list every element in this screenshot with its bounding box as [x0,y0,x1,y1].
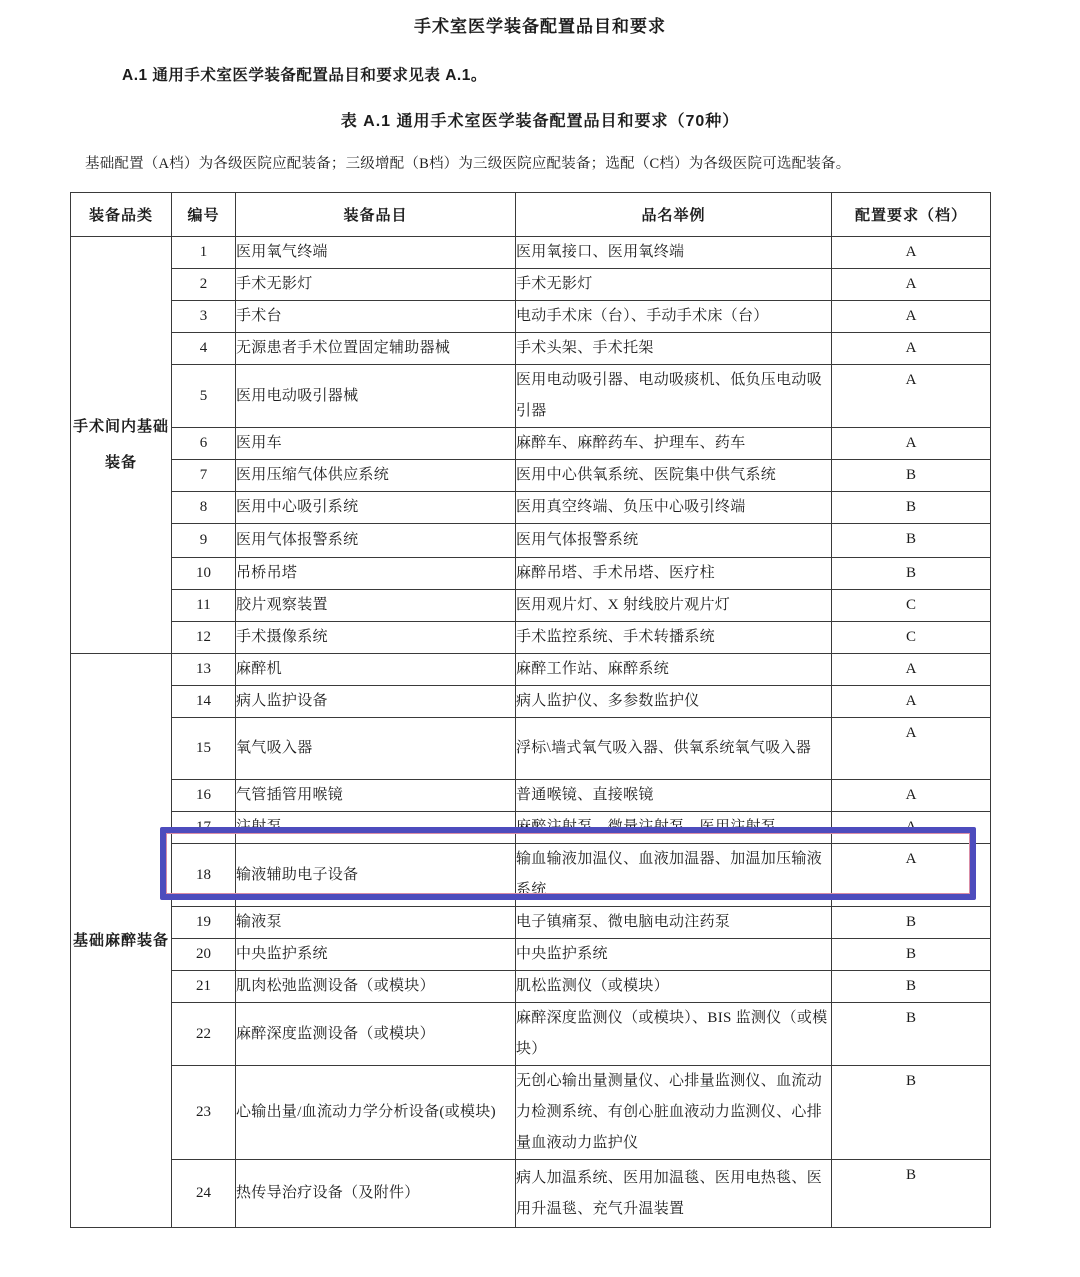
item-cell: 医用气体报警系统 [236,524,516,558]
table-row [71,654,991,686]
row-number-cell: 9 [172,524,236,558]
item-cell: 医用车 [236,428,516,460]
col-header-examples: 品名举例 [516,193,832,237]
examples-cell: 医用氧接口、医用氧终端 [516,237,832,269]
grade-cell: A [832,812,991,844]
examples-cell: 麻醉吊塔、手术吊塔、医疗柱 [516,558,832,590]
examples-cell: 手术监控系统、手术转播系统 [516,622,832,654]
table-row [71,812,991,844]
examples-cell: 手术头架、手术托架 [516,333,832,365]
table-row [71,686,991,718]
grade-cell: A [832,365,991,428]
grade-cell: A [832,269,991,301]
examples-cell: 手术无影灯 [516,269,832,301]
table-row [71,907,991,939]
table-row [71,844,991,907]
item-cell: 胶片观察装置 [236,590,516,622]
item-cell: 吊桥吊塔 [236,558,516,590]
table-row [71,780,991,812]
grade-cell: A [832,237,991,269]
grade-cell: A [832,333,991,365]
row-number-cell: 1 [172,237,236,269]
table-row [71,492,991,524]
examples-cell: 病人监护仪、多参数监护仪 [516,686,832,718]
doc-title: 手术室医学装备配置品目和要求 [414,17,666,36]
row-number-cell: 11 [172,590,236,622]
item-cell: 医用压缩气体供应系统 [236,460,516,492]
examples-cell: 肌松监测仪（或模块） [516,971,832,1003]
grade-cell: C [832,622,991,654]
item-cell: 无源患者手术位置固定辅助器械 [236,333,516,365]
grade-cell: A [832,780,991,812]
examples-cell: 医用中心供氧系统、医院集中供气系统 [516,460,832,492]
grade-cell: B [832,907,991,939]
examples-cell: 医用观片灯、X 射线胶片观片灯 [516,590,832,622]
row-number-cell: 22 [172,1003,236,1066]
row-number-cell: 15 [172,718,236,780]
examples-cell: 医用真空终端、负压中心吸引终端 [516,492,832,524]
grade-cell: C [832,590,991,622]
table-row [71,558,991,590]
examples-cell: 病人加温系统、医用加温毯、医用电热毯、医用升温毯、充气升温装置 [516,1160,832,1228]
grade-cell: A [832,686,991,718]
table-row [71,590,991,622]
examples-cell: 无创心输出量测量仪、心排量监测仪、血流动力检测系统、有创心脏血液动力监测仪、心排量血液动力监护仪 [516,1066,832,1160]
item-cell: 中央监护系统 [236,939,516,971]
item-cell: 手术无影灯 [236,269,516,301]
row-number-cell: 4 [172,333,236,365]
equipment-table-head [71,193,991,237]
grade-cell: A [832,654,991,686]
grade-cell: B [832,524,991,558]
equipment-table-body [71,237,991,1228]
item-cell: 医用电动吸引器械 [236,365,516,428]
grade-cell: B [832,1003,991,1066]
grade-cell: A [832,301,991,333]
table-row [71,939,991,971]
table-row [71,524,991,558]
row-number-cell: 12 [172,622,236,654]
table-row [71,1003,991,1066]
item-cell: 热传导治疗设备（及附件） [236,1160,516,1228]
grade-cell: A [832,844,991,907]
item-cell: 氧气吸入器 [236,718,516,780]
examples-cell: 电子镇痛泵、微电脑电动注药泵 [516,907,832,939]
grade-cell: B [832,492,991,524]
table-row [71,301,991,333]
table-row [71,1066,991,1160]
equipment-table-wrap [70,192,985,1228]
item-cell: 医用中心吸引系统 [236,492,516,524]
row-number-cell: 13 [172,654,236,686]
table-row [71,718,991,780]
table-row [71,333,991,365]
item-cell: 气管插管用喉镜 [236,780,516,812]
row-number-cell: 18 [172,844,236,907]
table-row [71,971,991,1003]
row-number-cell: 6 [172,428,236,460]
examples-cell: 医用气体报警系统 [516,524,832,558]
intro-line: A.1 通用手术室医学装备配置品目和要求见表 A.1。 [122,67,487,84]
grade-cell: A [832,428,991,460]
examples-cell: 中央监护系统 [516,939,832,971]
row-number-cell: 24 [172,1160,236,1228]
table-row [71,622,991,654]
row-number-cell: 20 [172,939,236,971]
examples-cell: 普通喉镜、直接喉镜 [516,780,832,812]
examples-cell: 麻醉注射泵、微量注射泵、医用注射泵 [516,812,832,844]
row-number-cell: 16 [172,780,236,812]
grade-cell: B [832,558,991,590]
table-row [71,269,991,301]
grade-cell: B [832,971,991,1003]
row-number-cell: 14 [172,686,236,718]
row-number-cell: 5 [172,365,236,428]
row-number-cell: 7 [172,460,236,492]
equipment-table [70,192,991,1228]
grade-cell: B [832,939,991,971]
item-cell: 医用氧气终端 [236,237,516,269]
category-cell: 基础麻醉装备 [71,654,172,1228]
grade-cell: A [832,718,991,780]
row-number-cell: 2 [172,269,236,301]
examples-cell: 麻醉工作站、麻醉系统 [516,654,832,686]
examples-cell: 医用电动吸引器、电动吸痰机、低负压电动吸引器 [516,365,832,428]
row-number-cell: 21 [172,971,236,1003]
item-cell: 输液泵 [236,907,516,939]
table-row [71,428,991,460]
col-header-number: 编号 [172,193,236,237]
item-cell: 手术台 [236,301,516,333]
row-number-cell: 23 [172,1066,236,1160]
item-cell: 麻醉机 [236,654,516,686]
item-cell: 注射泵 [236,812,516,844]
table-row [71,1160,991,1228]
item-cell: 输液辅助电子设备 [236,844,516,907]
item-cell: 麻醉深度监测设备（或模块） [236,1003,516,1066]
item-cell: 肌肉松弛监测设备（或模块） [236,971,516,1003]
table-row [71,365,991,428]
examples-cell: 麻醉车、麻醉药车、护理车、药车 [516,428,832,460]
category-cell: 手术间内基础装备 [71,237,172,654]
table-row [71,460,991,492]
examples-cell: 电动手术床（台）、手动手术床（台） [516,301,832,333]
grade-cell: B [832,1160,991,1228]
row-number-cell: 17 [172,812,236,844]
row-number-cell: 8 [172,492,236,524]
item-cell: 心输出量/血流动力学分析设备(或模块) [236,1066,516,1160]
examples-cell: 麻醉深度监测仪（或模块）、BIS 监测仪（或模块） [516,1003,832,1066]
examples-cell: 输血输液加温仪、血液加温器、加温加压输液系统 [516,844,832,907]
grade-cell: B [832,1066,991,1160]
row-number-cell: 3 [172,301,236,333]
col-header-item: 装备品目 [236,193,516,237]
row-number-cell: 19 [172,907,236,939]
table-note: 基础配置（A档）为各级医院应配装备；三级增配（B档）为三级医院应配装备；选配（C档）为各级医院可选配装备。 [85,156,851,172]
table-caption: 表 A.1 通用手术室医学装备配置品目和要求（70种） [340,113,740,130]
col-header-category: 装备品类 [71,193,172,237]
header-row [71,193,991,237]
examples-cell: 浮标\墙式氧气吸入器、供氧系统氧气吸入器 [516,718,832,780]
table-row [71,237,991,269]
col-header-grade: 配置要求（档） [832,193,991,237]
item-cell: 病人监护设备 [236,686,516,718]
item-cell: 手术摄像系统 [236,622,516,654]
row-number-cell: 10 [172,558,236,590]
grade-cell: B [832,460,991,492]
